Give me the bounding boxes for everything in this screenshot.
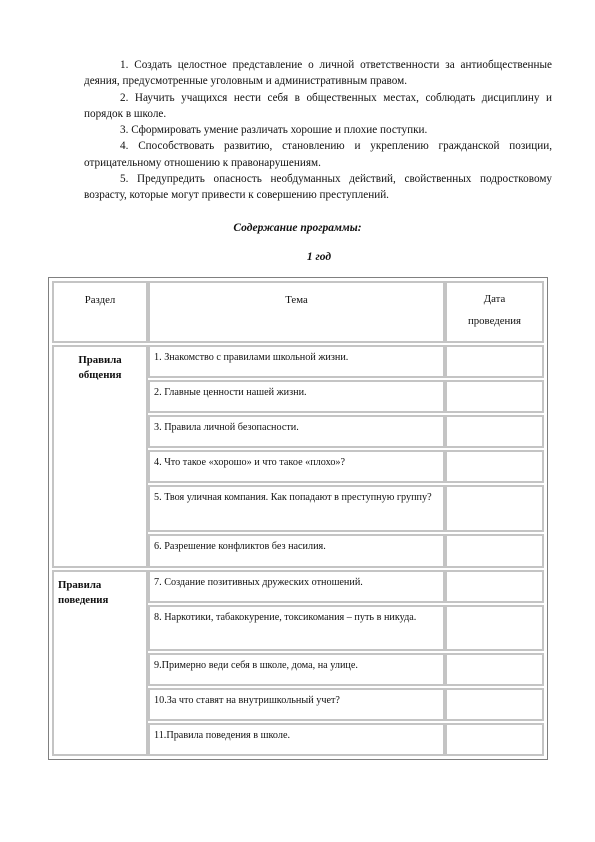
date-cell (445, 415, 544, 448)
topic-cell (148, 653, 445, 686)
topic-text: 11.Правила поведения в школе. (154, 730, 291, 741)
program-goals (84, 57, 552, 204)
topic-cell (148, 485, 445, 532)
topic-cell (148, 723, 445, 756)
section-cell-behavior (52, 570, 148, 756)
header-date (445, 281, 544, 343)
goal-item: 4. Способствовать развитию, становлению и укреплению гражданской позиции, отрицательному отношению к правонарушениям. (84, 140, 552, 169)
topic-text: 1. Знакомство с правилами школьной жизни. (154, 352, 349, 363)
header-date-label-2: проведения (467, 315, 522, 327)
topic-text: 4. Что такое «хорошо» и что такое «плохо»? (154, 457, 346, 468)
topic-text: 9.Примерно веди себя в школе, дома, на улице. (154, 660, 358, 671)
date-cell (445, 485, 544, 532)
section-label: Правила поведения (58, 579, 109, 606)
header-section (52, 281, 148, 343)
date-cell (445, 345, 544, 378)
topic-cell (148, 415, 445, 448)
header-section-label: Раздел (84, 294, 116, 306)
date-cell (445, 450, 544, 483)
topic-cell (148, 534, 445, 568)
date-cell (445, 688, 544, 721)
section-title: Содержание программы: (233, 222, 362, 234)
topic-cell (148, 380, 445, 413)
section-label: Правила общения (78, 354, 122, 381)
topic-cell (148, 570, 445, 603)
date-cell (445, 380, 544, 413)
topic-text: 8. Наркотики, табакокурение, токсикомания – путь в никуда. (154, 612, 417, 623)
topic-cell (148, 345, 445, 378)
section-cell-communication (52, 345, 148, 568)
date-cell (445, 570, 544, 603)
topic-text: 5. Твоя уличная компания. Как попадают в преступную группу? (154, 492, 432, 503)
topic-text: 10.За что ставят на внутришкольный учет? (154, 695, 340, 706)
header-topic-label: Тема (285, 294, 308, 306)
header-topic (148, 281, 445, 343)
year-title: 1 год (306, 251, 332, 263)
date-cell (445, 653, 544, 686)
topic-text: 2. Главные ценности нашей жизни. (154, 387, 307, 398)
header-date-label-1: Дата (483, 293, 506, 305)
topic-cell (148, 605, 445, 651)
date-cell (445, 605, 544, 651)
topic-text: 3. Правила личной безопасности. (154, 422, 299, 433)
goal-item: 1. Создать целостное представление о личной ответственности за антиобщественные деяния, предусмотренные уголовным и административным правом. (84, 59, 552, 88)
topic-text: 7. Создание позитивных дружеских отношений. (154, 577, 363, 588)
goal-item: 3. Сформировать умение различать хорошие и плохие поступки. (120, 124, 428, 137)
topic-cell (148, 450, 445, 483)
date-cell (445, 723, 544, 756)
goal-item: 5. Предупредить опасность необдуманных действий, свойственных подростковому возрасту, которые могут привести к совершению преступлений. (84, 173, 552, 202)
goal-item: 2. Научить учащихся нести себя в общественных местах, соблюдать дисциплину и порядок в школе. (84, 91, 552, 120)
date-cell (445, 534, 544, 568)
topic-cell (148, 688, 445, 721)
topic-text: 6. Разрешение конфликтов без насилия. (154, 541, 326, 552)
